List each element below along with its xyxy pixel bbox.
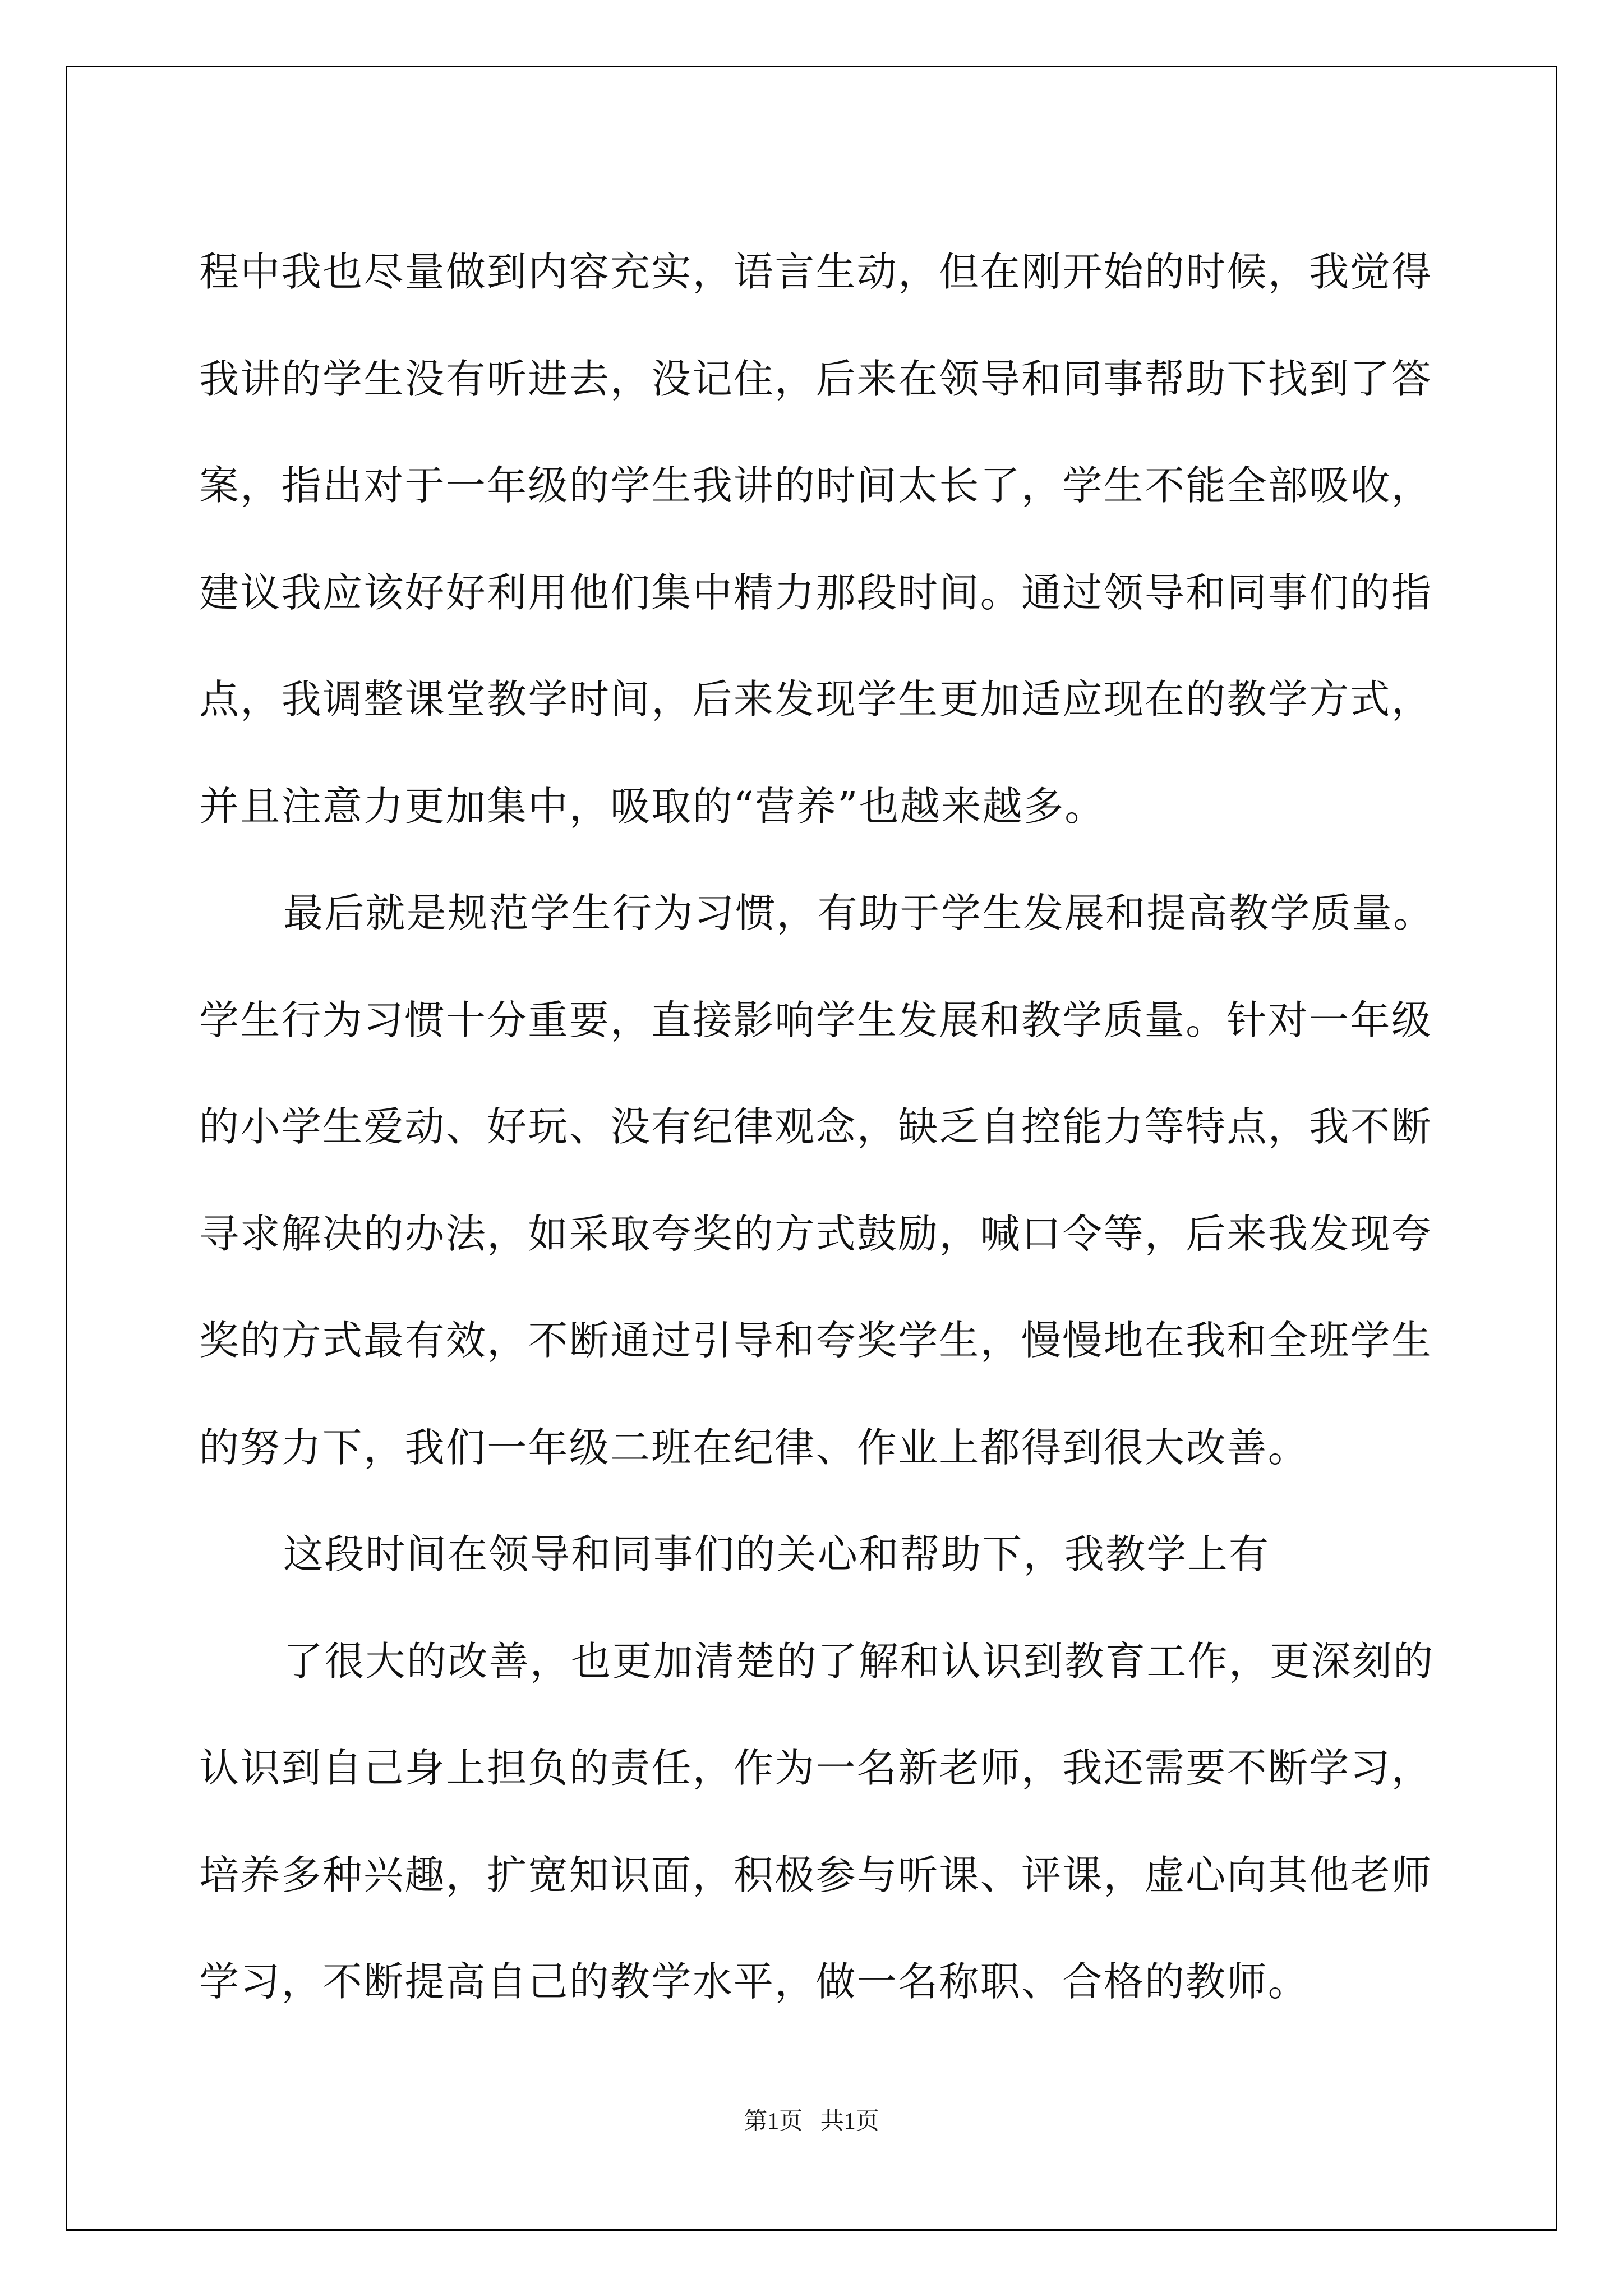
- text-line: 寻求解决的办法，如采取夸奖的方式鼓励，喊口令等，后来我发现夸: [199, 1210, 1433, 1257]
- text-line: 认识到自己身上担负的责任，作为一名新老师，我还需要不断学习，: [199, 1745, 1433, 1791]
- page-footer: 第1页 共1页: [744, 2109, 879, 2134]
- text-line: 奖的方式最有效，不断通过引导和夸奖学生，慢慢地在我和全班学生: [199, 1317, 1433, 1364]
- text-line: 学生行为习惯十分重要，直接影响学生发展和教学质量。针对一年级: [199, 996, 1433, 1043]
- text-line: 这段时间在领导和同事们的关心和帮助下，我教学上有: [283, 1531, 1270, 1577]
- text-line: 点，我调整课堂教学时间，后来发现学生更加适应现在的教学方式，: [199, 676, 1433, 723]
- text-line: 案，指出对于一年级的学生我讲的时间太长了，学生不能全部吸收，: [199, 462, 1433, 509]
- text-line: 并且注意力更加集中，吸取的“营养”也越来越多。: [199, 783, 1106, 830]
- text-line: 程中我也尽量做到内容充实，语言生动，但在刚开始的时候，我觉得: [199, 249, 1433, 295]
- body-text: [199, 219, 1433, 2036]
- text-line: 培养多种兴趣，扩宽知识面，积极参与听课、评课，虚心向其他老师: [199, 1851, 1433, 1898]
- text-line: 的小学生爱动、好玩、没有纪律观念，缺乏自控能力等特点，我不断: [199, 1103, 1433, 1150]
- text-line: 建议我应该好好利用他们集中精力那段时间。通过领导和同事们的指: [199, 569, 1433, 616]
- text-line: 最后就是规范学生行为习惯，有助于学生发展和提高教学质量。: [283, 890, 1435, 936]
- text-line: 了很大的改善，也更加清楚的了解和认识到教育工作，更深刻的: [283, 1637, 1435, 1685]
- text-line: 我讲的学生没有听进去，没记住，后来在领导和同事帮助下找到了答: [199, 355, 1433, 402]
- text-line: 的努力下，我们一年级二班在纪律、作业上都得到很大改善。: [199, 1424, 1310, 1471]
- text-line: 学习，不断提高自己的教学水平，做一名称职、合格的教师。: [199, 1958, 1310, 2005]
